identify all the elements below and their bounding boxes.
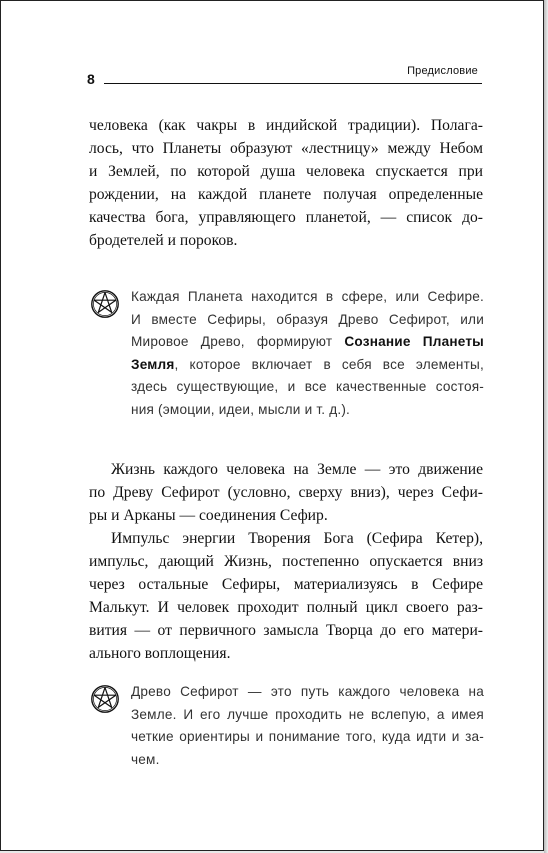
paragraph-line: по Древу Сефирот (условно, сверху вниз), через Сефи- <box>89 484 483 501</box>
note-2 <box>90 681 484 771</box>
paragraph-line: Импульс энергии Творения Бога (Сефира Кетер), <box>111 530 483 547</box>
note-line <box>131 354 484 377</box>
paragraph-line: рождении, на каждой планете получая определенные <box>89 186 483 203</box>
note-text: , которое включает в себя все элементы, <box>174 356 484 372</box>
note-line: Каждая Планета находится в сфере, или Сефире. <box>131 289 484 304</box>
note-line: И вместе Сефиры, образуя Древо Сефирот, или <box>131 311 484 327</box>
bold-term: Сознание Планеты <box>344 334 484 349</box>
note-line: ния (эмоции, идеи, мысли и т. д.). <box>131 401 351 417</box>
paragraph-line: импульс, дающий Жизнь, постепенно опускается вниз <box>89 553 483 570</box>
page-number: 8 <box>87 71 95 87</box>
note-line: Земле. И его лучше проходить не вслепую, а имея <box>131 706 484 722</box>
paragraph-line: лось, что Планеты образуют «лестницу» между Небом <box>89 140 483 157</box>
paragraph-2 <box>89 458 483 527</box>
paragraph-line: вития — от первичного замысла Творца до его матери- <box>89 622 483 639</box>
paragraph-line: Малькут. И человек проходит полный цикл своего раз- <box>89 599 483 616</box>
note-line: Древо Сефирот — это путь каждого человека на <box>131 684 484 699</box>
pentacle-icon <box>90 289 120 319</box>
note-line <box>131 331 484 354</box>
note-1 <box>90 286 484 421</box>
note-line: здесь существующие, и все качественные состоя- <box>131 379 484 394</box>
page-edge-shadow <box>544 0 548 853</box>
paragraph-line: и Землей, по которой душа человека спускается при <box>89 163 483 180</box>
paragraph-line: качества бога, управляющего планетой, — список до- <box>89 209 483 226</box>
paragraph-line: ры и Арканы — соединения Сефир. <box>89 507 328 524</box>
note-line: четкие ориентиры и понимание того, куда идти и за- <box>131 729 484 744</box>
paragraph-line: человека (как чакры в индийской традиции). Полага- <box>89 117 483 134</box>
paragraph-1 <box>89 114 483 252</box>
bold-term: Земля <box>131 356 175 372</box>
paragraph-line: бродетелей и пороков. <box>89 232 238 249</box>
note-line: чем. <box>131 751 160 767</box>
pentacle-icon <box>90 684 120 714</box>
paragraph-line: ального воплощения. <box>89 645 231 662</box>
paragraph-3 <box>89 527 483 665</box>
running-head: Предисловие <box>407 65 478 77</box>
note-text: Мировое Древо, формируют <box>131 334 345 349</box>
paragraph-line: Жизнь каждого человека на Земле — это движение <box>111 461 483 478</box>
paragraph-line: через остальные Сефиры, материализуясь в Сефире <box>89 576 483 593</box>
header-rule <box>104 83 482 84</box>
